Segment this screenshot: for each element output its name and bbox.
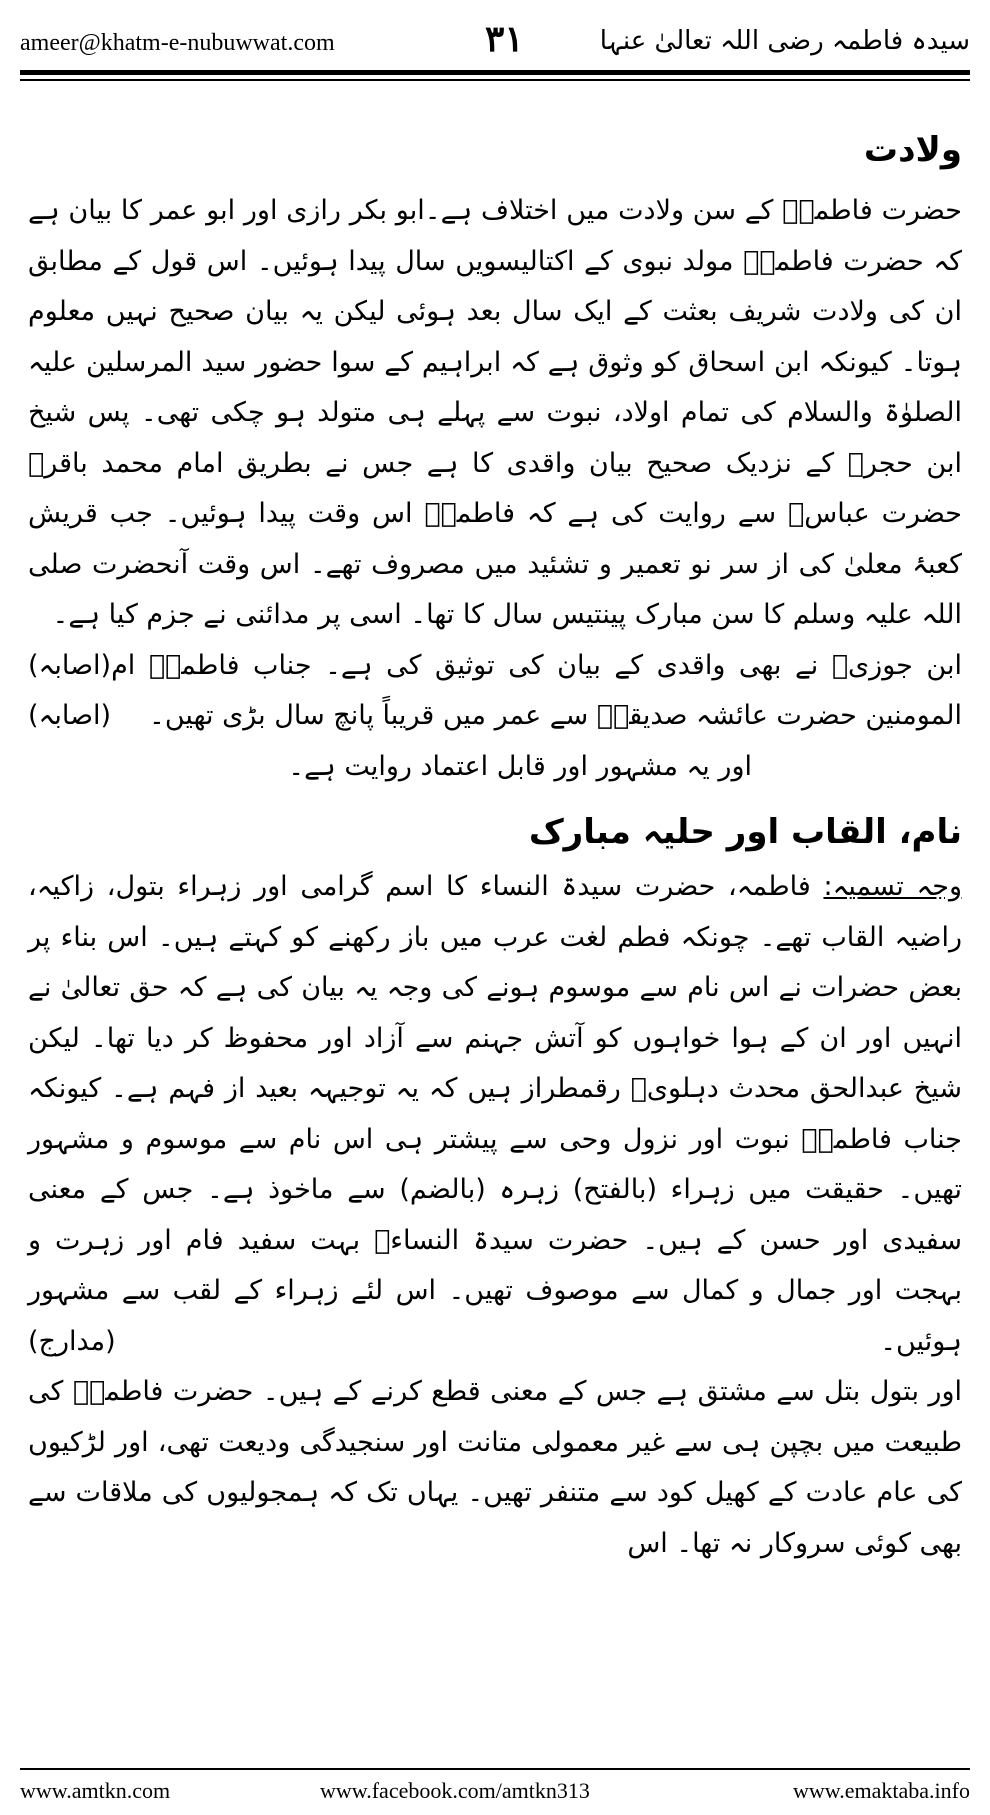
header-rule-thick	[20, 70, 970, 75]
page-content	[28, 120, 962, 1569]
paragraph-text: ابن جوزیؒ نے بھی واقدی کے بیان کی توثیق کی ہے۔ جناب فاطمہؓ ام المومنین حضرت عائشہ صدیقہؓ سے عمر میں قریباً پانچ سال بڑی تھیں۔	[111, 649, 962, 731]
reference-label: (مدارج)	[28, 1325, 116, 1357]
paragraph	[28, 1367, 962, 1569]
page-header	[20, 18, 970, 68]
paragraph	[28, 742, 962, 793]
book-title: سیدہ فاطمہ رضی اللہ تعالیٰ عنہا	[599, 26, 970, 56]
page-number: ۳۱	[485, 18, 524, 60]
subheading-label: وجہ تسمیہ:	[823, 871, 962, 902]
paragraph	[28, 186, 962, 681]
reference-label: (اصابہ)	[28, 649, 112, 681]
header-rule-thin	[20, 79, 970, 81]
page-footer	[20, 1778, 970, 1808]
paragraph	[28, 862, 962, 1367]
paragraph-text: اور یہ مشہور اور قابل اعتماد روایت ہے۔	[288, 750, 752, 782]
paragraph-text: حضرت فاطمہؓ کے سن ولادت میں اختلاف ہے۔ابو بکر رازی اور ابو عمر کا بیان ہے کہ حضرت فاطمہؓ مولد نبوی کے اکتالیسویں سال پیدا ہوئیں۔ اس قول کے مطابق ان کی ولادت شریف بعثت کے ایک سال بعد ہوئی لیکن یہ بیان صحیح نہیں معلوم ہوتا۔ کیونکہ ابن اسحاق کو وثوق ہے کہ ابراہیم کے سوا حضور سید المرسلین علیہ الصلوٰۃ والسلام کی تمام اولاد، نبوت سے پہلے ہی متولد ہو چکی تھی۔ پس شیخ ابن حجرؒ کے نزدیک صحیح بیان واقدی کا ہے جس نے بطریق امام محمد باقرؒ حضرت عباسؓ سے روایت کی ہے کہ فاطمہؓ اس وقت پیدا ہوئیں۔ جب قریش کعبۂ معلیٰ کی از سر نو تعمیر و تشئید میں مصروف تھے۔ اس وقت آنحضرت صلی اللہ علیہ وسلم کا سن مبارک پینتیس سال کا تھا۔ اسی پر مدائنی نے جزم کیا ہے۔	[28, 195, 962, 630]
paragraph	[28, 641, 962, 742]
paragraph-text: اور بتول بتل سے مشتق ہے جس کے معنی قطع کرنے کے ہیں۔ حضرت فاطمہؓ کی طبیعت میں بچپن ہی سے غیر معمولی متانت اور سنجیدگی ودیعت تھی، اور لڑکیوں کی عام عادت کے کھیل کود سے متنفر تھیں۔ یہاں تک کہ ہمجولیوں کی ملاقات سے بھی کوئی سروکار نہ تھا۔ اس	[28, 1376, 962, 1559]
footer-link-facebook[interactable]: www.facebook.com/amtkn313	[320, 1778, 590, 1803]
paragraph-text: فاطمہ، حضرت سیدۃ النساء کا اسم گرامی اور زہراء بتول، زاکیہ، راضیہ القاب تھے۔ چونکہ فطم لغت عرب میں باز رکھنے کو کہتے ہیں۔ اس بناء پر بعض حضرات نے اس نام سے موسوم ہونے کی وجہ یہ بیان کی ہے کہ حق تعالیٰ نے انہیں اور ان کے ہوا خواہوں کو آتش جہنم سے آزاد اور محفوظ کر دیا تھا۔ لیکن شیخ عبدالحق محدث دہلویؒ رقمطراز ہیں کہ یہ توجیہہ بعید از فہم ہے۔ کیونکہ جناب فاطمہؓ نبوت اور نزول وحی سے پیشتر ہی اس نام سے موسوم و مشہور تھیں۔ حقیقت میں زہراء (بالفتح) زہرہ (بالضم) سے ماخوذ ہے۔ جس کے معنی سفیدی اور حسن کے ہیں۔ حضرت سیدۃ النساءؓ بہت سفید فام اور زہرت و بہجت اور جمال و کمال سے موصوف تھیں۔ اس لئے زہراء کے لقب سے مشہور ہوئیں۔	[28, 871, 962, 1357]
footer-link-amtkn[interactable]: www.amtkn.com	[20, 1778, 171, 1803]
footer-link-emaktaba[interactable]: www.emaktaba.info	[793, 1778, 970, 1803]
header-email: ameer@khatm-e-nubuwwat.com	[20, 30, 335, 56]
section-heading-names: نام، القاب اور حلیہ مبارک	[528, 812, 962, 852]
footer-rule	[20, 1768, 970, 1770]
section-heading-birth: ولادت	[863, 130, 962, 170]
reference-label: (اصابہ)	[28, 700, 112, 731]
